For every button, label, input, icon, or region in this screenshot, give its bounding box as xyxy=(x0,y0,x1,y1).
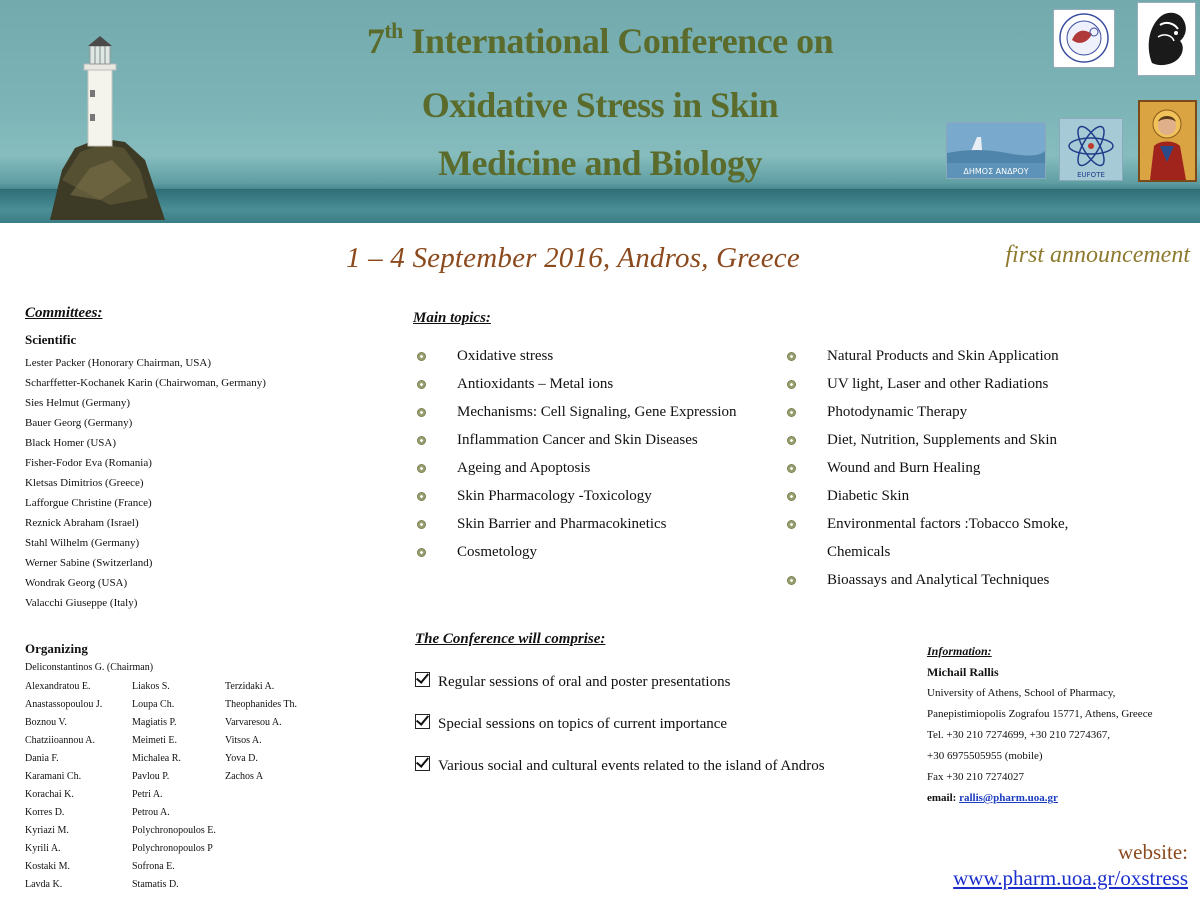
contact-line: Tel. +30 210 7274699, +30 210 7274367, xyxy=(927,729,1111,741)
conference-title-line2: Oxidative Stress in Skin xyxy=(421,85,779,125)
topic-item xyxy=(414,482,754,510)
scientific-member: Black Homer (USA) xyxy=(25,437,117,449)
bullet-icon xyxy=(417,464,426,473)
saint-icon-logo xyxy=(1138,100,1197,182)
organizing-member: Michalea R. xyxy=(132,753,181,764)
organizing-chair: Deliconstantinos G. (Chairman) xyxy=(25,662,154,673)
contact-line: Panepistimiopolis Zografou 15771, Athens, Greece xyxy=(927,708,1153,720)
contact-line: Fax +30 210 7274027 xyxy=(927,771,1024,783)
organizing-member: Yova D. xyxy=(225,753,258,764)
andros-logo-text: ΔΗΜΟΣ ΑΝΔΡΟΥ xyxy=(963,167,1029,176)
eufote-atom-logo xyxy=(1059,118,1123,181)
topic-text: Skin Barrier and Pharmacokinetics xyxy=(457,516,667,532)
checked-box-icon xyxy=(415,714,430,729)
header-banner xyxy=(0,0,1200,223)
scientific-committee-list xyxy=(25,353,266,613)
organizing-member: Sofrona E. xyxy=(132,861,175,872)
comprise-item xyxy=(415,672,730,691)
organizing-member: Magiatis P. xyxy=(132,717,177,728)
topic-item xyxy=(784,482,1124,510)
bullet-icon xyxy=(417,408,426,417)
topic-item xyxy=(784,398,1124,426)
scientific-heading: Scientific xyxy=(25,332,77,347)
organizing-heading: Organizing xyxy=(25,641,88,656)
comprise-item-text: Various social and cultural events related to the island of Andros xyxy=(438,758,825,774)
scientific-member: Wondrak Georg (USA) xyxy=(25,577,128,589)
comprise-item-text: Special sessions on topics of current importance xyxy=(438,716,728,732)
topic-item xyxy=(414,342,754,370)
comprise-heading: The Conference will comprise: xyxy=(415,631,606,647)
organizing-member: Kyrili A. xyxy=(25,843,61,854)
checked-box-icon xyxy=(415,672,430,687)
scientific-member: Lafforgue Christine (France) xyxy=(25,497,152,509)
scientific-member: Scharffetter-Kochanek Karin (Chairwoman, Germany) xyxy=(25,377,266,389)
information-heading: Information: xyxy=(927,644,992,658)
topic-item xyxy=(784,342,1124,370)
bullet-icon xyxy=(787,436,796,445)
organizing-member: Varvaresou A. xyxy=(225,717,282,728)
bullet-icon xyxy=(417,352,426,361)
scientific-member: Lester Packer (Honorary Chairman, USA) xyxy=(25,357,212,369)
topic-item xyxy=(414,398,754,426)
bullet-icon xyxy=(787,352,796,361)
athena-head-logo xyxy=(1137,2,1196,76)
organizing-member: Korres D. xyxy=(25,807,65,818)
topic-item xyxy=(414,538,754,566)
topic-item xyxy=(784,454,1124,482)
contact-line: +30 6975505955 (mobile) xyxy=(927,750,1043,762)
bullet-icon xyxy=(787,492,796,501)
topic-text: Antioxidants – Metal ions xyxy=(457,376,614,392)
organizing-member: Polychronopoulos P xyxy=(132,843,213,854)
email-link[interactable]: rallis@pharm.uoa.gr xyxy=(959,792,1058,804)
first-announcement-label: first announcement xyxy=(1005,242,1190,268)
website-link[interactable]: www.pharm.uoa.gr/oxstress xyxy=(953,866,1188,890)
organizing-member: Petrou A. xyxy=(132,807,170,818)
organizing-member: Lavda K. xyxy=(25,879,63,890)
topic-text: Photodynamic Therapy xyxy=(827,404,968,420)
comprise-item xyxy=(415,756,825,775)
organizing-member: Kostaki M. xyxy=(25,861,70,872)
topic-text: Bioassays and Analytical Techniques xyxy=(827,572,1050,588)
topic-item xyxy=(414,510,754,538)
organizing-list-col3 xyxy=(225,678,297,786)
contact-line: University of Athens, School of Pharmacy, xyxy=(927,687,1116,699)
website-label: website: xyxy=(1118,840,1188,864)
comprise-item-text: Regular sessions of oral and poster presentations xyxy=(438,674,731,690)
topic-text: Wound and Burn Healing xyxy=(827,460,981,476)
email-line xyxy=(927,788,1152,809)
conference-title-line1: 7th International Conference on xyxy=(366,18,834,61)
organizing-member: Polychronopoulos E. xyxy=(132,825,216,836)
topic-text: Inflammation Cancer and Skin Diseases xyxy=(457,432,698,448)
lighthouse-small-icon xyxy=(947,123,1045,163)
bullet-icon xyxy=(787,576,796,585)
checked-box-icon xyxy=(415,756,430,771)
organizing-member: Pavlou P. xyxy=(132,771,170,782)
bullet-icon xyxy=(417,492,426,501)
comprise-item xyxy=(415,714,727,733)
bullet-icon xyxy=(787,520,796,529)
topics-list-left xyxy=(414,342,754,566)
topic-text: Skin Pharmacology -Toxicology xyxy=(457,488,652,504)
organizing-member: Theophanides Th. xyxy=(225,699,298,710)
topic-text: Ageing and Apoptosis xyxy=(457,460,591,476)
organizing-list-col1 xyxy=(25,678,102,894)
topic-text: Natural Products and Skin Application xyxy=(827,348,1059,364)
bullet-icon xyxy=(417,436,426,445)
organizing-member: Loupa Ch. xyxy=(132,699,175,710)
andros-municipality-logo xyxy=(946,122,1046,179)
topic-item xyxy=(784,426,1124,454)
topic-text: Cosmetology xyxy=(457,544,538,560)
organizing-member: Petri A. xyxy=(132,789,163,800)
topic-item xyxy=(414,426,754,454)
scientific-member: Fisher-Fodor Eva (Romania) xyxy=(25,457,152,469)
committees-heading: Committees: xyxy=(25,305,103,321)
bullet-icon xyxy=(787,464,796,473)
scientific-member: Reznick Abraham (Israel) xyxy=(25,517,139,529)
organizing-member: Liakos S. xyxy=(132,681,170,692)
organizing-member: Korachai K. xyxy=(25,789,74,800)
bullet-icon xyxy=(787,380,796,389)
topic-item xyxy=(784,510,1124,566)
topic-text: UV light, Laser and other Radiations xyxy=(827,376,1049,392)
scientific-member: Bauer Georg (Germany) xyxy=(25,417,133,429)
bullet-icon xyxy=(417,380,426,389)
topics-list-right xyxy=(784,342,1124,594)
organizing-member: Terzidaki A. xyxy=(225,681,275,692)
organizing-member: Meimeti E. xyxy=(132,735,177,746)
scientific-member: Stahl Wilhelm (Germany) xyxy=(25,537,140,549)
scientific-member: Kletsas Dimitrios (Greece) xyxy=(25,477,144,489)
organizing-member: Vitsos A. xyxy=(225,735,262,746)
organizing-member: Boznou V. xyxy=(25,717,67,728)
organizing-member: Chatziioannou A. xyxy=(25,735,95,746)
bullet-icon xyxy=(417,520,426,529)
bullet-icon xyxy=(787,408,796,417)
organizing-member: Karamani Ch. xyxy=(25,771,82,782)
topic-text: Oxidative stress xyxy=(457,348,554,364)
scientific-member: Valacchi Giuseppe (Italy) xyxy=(25,597,138,609)
lighthouse-illustration xyxy=(40,30,180,220)
scientific-member: Werner Sabine (Switzerland) xyxy=(25,557,153,569)
contact-name: Michail Rallis xyxy=(927,665,999,679)
topic-text: Environmental factors :Tobacco Smoke, Chemicals xyxy=(827,516,1069,560)
athena-profile-icon xyxy=(1138,3,1195,75)
organizing-member: Dania F. xyxy=(25,753,59,764)
organizing-list-col2 xyxy=(132,678,216,894)
topic-item xyxy=(414,370,754,398)
organizing-member: Stamatis D. xyxy=(132,879,179,890)
topic-text: Diabetic Skin xyxy=(827,488,910,504)
organizing-member: Kyriazi M. xyxy=(25,825,69,836)
scientific-member: Sies Helmut (Germany) xyxy=(25,397,131,409)
organizing-member: Alexandratou E. xyxy=(25,681,91,692)
topic-text: Diet, Nutrition, Supplements and Skin xyxy=(827,432,1057,448)
conference-date-location: 1 – 4 September 2016, Andros, Greece xyxy=(346,242,800,274)
saint-portrait-icon xyxy=(1140,102,1195,180)
seal-emblem-icon xyxy=(1054,10,1114,67)
email-label: email: xyxy=(927,792,960,804)
topic-text: Mechanisms: Cell Signaling, Gene Expression xyxy=(457,404,737,420)
conference-title-line3: Medicine and Biology xyxy=(437,143,763,183)
information-block xyxy=(927,641,1152,809)
bullet-icon xyxy=(417,548,426,557)
sea-band xyxy=(0,190,1200,223)
organizing-member: Zachos A xyxy=(225,771,264,782)
organizing-member: Anastassopoulou J. xyxy=(25,699,103,710)
topic-item xyxy=(784,566,1124,594)
eufote-logo-text: EUFOTE xyxy=(1077,171,1105,179)
topic-item xyxy=(784,370,1124,398)
atom-icon xyxy=(1060,119,1122,173)
topic-item xyxy=(414,454,754,482)
main-topics-heading: Main topics: xyxy=(413,310,491,326)
university-seal-logo xyxy=(1053,9,1115,68)
